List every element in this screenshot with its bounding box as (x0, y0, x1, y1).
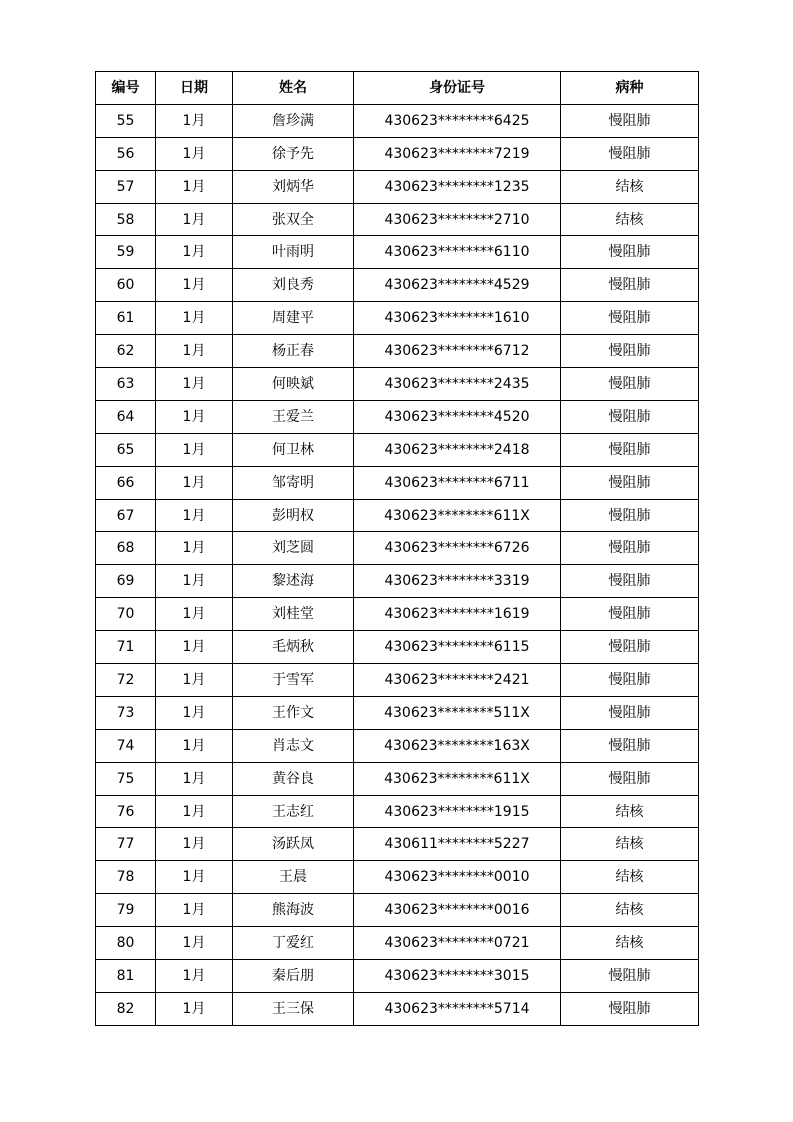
cell-name: 何映斌 (233, 368, 354, 401)
cell-id-number: 430623********6110 (354, 236, 561, 269)
cell-name: 肖志文 (233, 729, 354, 762)
cell-disease: 结核 (561, 894, 699, 927)
table-row (96, 664, 699, 697)
cell-id-number: 430623********7219 (354, 137, 561, 170)
cell-name: 叶雨明 (233, 236, 354, 269)
cell-disease: 结核 (561, 927, 699, 960)
cell-name: 刘芝圆 (233, 532, 354, 565)
cell-disease: 结核 (561, 203, 699, 236)
cell-name: 毛炳秋 (233, 631, 354, 664)
cell-date: 1月 (156, 499, 233, 532)
table-row (96, 400, 699, 433)
cell-disease: 慢阻肺 (561, 532, 699, 565)
table-row (96, 762, 699, 795)
header-no: 编号 (96, 72, 156, 105)
cell-no: 74 (96, 729, 156, 762)
cell-name: 黎述海 (233, 565, 354, 598)
cell-id-number: 430623********1610 (354, 302, 561, 335)
cell-no: 67 (96, 499, 156, 532)
cell-id-number: 430623********6115 (354, 631, 561, 664)
cell-id-number: 430623********163X (354, 729, 561, 762)
cell-no: 69 (96, 565, 156, 598)
cell-id-number: 430623********4520 (354, 400, 561, 433)
cell-no: 64 (96, 400, 156, 433)
cell-disease: 慢阻肺 (561, 137, 699, 170)
table-row (96, 861, 699, 894)
cell-disease: 慢阻肺 (561, 696, 699, 729)
cell-date: 1月 (156, 828, 233, 861)
table-row (96, 828, 699, 861)
cell-date: 1月 (156, 565, 233, 598)
cell-date: 1月 (156, 927, 233, 960)
cell-name: 王作文 (233, 696, 354, 729)
table-row (96, 598, 699, 631)
cell-name: 王晨 (233, 861, 354, 894)
cell-no: 65 (96, 433, 156, 466)
table-row (96, 302, 699, 335)
cell-disease: 慢阻肺 (561, 499, 699, 532)
cell-id-number: 430623********3015 (354, 960, 561, 993)
header-name: 姓名 (233, 72, 354, 105)
cell-name: 汤跃凤 (233, 828, 354, 861)
cell-date: 1月 (156, 203, 233, 236)
table-row (96, 236, 699, 269)
cell-no: 75 (96, 762, 156, 795)
cell-id-number: 430623********4529 (354, 269, 561, 302)
table-row (96, 927, 699, 960)
cell-disease: 慢阻肺 (561, 335, 699, 368)
cell-date: 1月 (156, 335, 233, 368)
cell-date: 1月 (156, 433, 233, 466)
cell-name: 刘桂堂 (233, 598, 354, 631)
cell-name: 彭明权 (233, 499, 354, 532)
cell-no: 80 (96, 927, 156, 960)
cell-id-number: 430623********6711 (354, 466, 561, 499)
cell-name: 黄谷良 (233, 762, 354, 795)
cell-name: 詹珍满 (233, 104, 354, 137)
cell-name: 王爱兰 (233, 400, 354, 433)
cell-no: 58 (96, 203, 156, 236)
header-date: 日期 (156, 72, 233, 105)
table-row (96, 729, 699, 762)
table-header (96, 72, 699, 105)
cell-date: 1月 (156, 861, 233, 894)
cell-no: 56 (96, 137, 156, 170)
cell-disease: 慢阻肺 (561, 960, 699, 993)
cell-disease: 慢阻肺 (561, 302, 699, 335)
table-row (96, 269, 699, 302)
cell-id-number: 430623********2421 (354, 664, 561, 697)
cell-id-number: 430623********611X (354, 499, 561, 532)
header-disease: 病种 (561, 72, 699, 105)
cell-no: 63 (96, 368, 156, 401)
cell-date: 1月 (156, 532, 233, 565)
cell-id-number: 430623********6712 (354, 335, 561, 368)
cell-id-number: 430623********1235 (354, 170, 561, 203)
cell-disease: 慢阻肺 (561, 762, 699, 795)
cell-date: 1月 (156, 302, 233, 335)
cell-disease: 结核 (561, 828, 699, 861)
cell-id-number: 430623********0016 (354, 894, 561, 927)
cell-id-number: 430623********611X (354, 762, 561, 795)
cell-name: 邹寄明 (233, 466, 354, 499)
cell-id-number: 430623********3319 (354, 565, 561, 598)
cell-disease: 结核 (561, 795, 699, 828)
table-row (96, 960, 699, 993)
cell-no: 66 (96, 466, 156, 499)
cell-id-number: 430623********2710 (354, 203, 561, 236)
cell-no: 71 (96, 631, 156, 664)
header-id-number: 身份证号 (354, 72, 561, 105)
cell-no: 57 (96, 170, 156, 203)
cell-name: 刘炳华 (233, 170, 354, 203)
cell-date: 1月 (156, 664, 233, 697)
cell-name: 熊海波 (233, 894, 354, 927)
cell-date: 1月 (156, 368, 233, 401)
table-row (96, 532, 699, 565)
cell-no: 78 (96, 861, 156, 894)
cell-date: 1月 (156, 137, 233, 170)
cell-name: 徐予先 (233, 137, 354, 170)
cell-no: 70 (96, 598, 156, 631)
table-row (96, 499, 699, 532)
table-row (96, 203, 699, 236)
cell-no: 55 (96, 104, 156, 137)
cell-date: 1月 (156, 762, 233, 795)
cell-no: 60 (96, 269, 156, 302)
cell-date: 1月 (156, 894, 233, 927)
cell-disease: 慢阻肺 (561, 631, 699, 664)
cell-id-number: 430611********5227 (354, 828, 561, 861)
table-row (96, 696, 699, 729)
cell-date: 1月 (156, 631, 233, 664)
table-row (96, 631, 699, 664)
cell-id-number: 430623********1619 (354, 598, 561, 631)
cell-disease: 慢阻肺 (561, 236, 699, 269)
cell-date: 1月 (156, 960, 233, 993)
cell-date: 1月 (156, 696, 233, 729)
cell-no: 77 (96, 828, 156, 861)
cell-id-number: 430623********5714 (354, 992, 561, 1025)
cell-date: 1月 (156, 104, 233, 137)
cell-name: 周建平 (233, 302, 354, 335)
table-row (96, 894, 699, 927)
cell-name: 王志红 (233, 795, 354, 828)
cell-name: 王三保 (233, 992, 354, 1025)
cell-date: 1月 (156, 795, 233, 828)
cell-no: 76 (96, 795, 156, 828)
cell-id-number: 430623********2435 (354, 368, 561, 401)
table-row (96, 170, 699, 203)
cell-disease: 慢阻肺 (561, 433, 699, 466)
table-row (96, 795, 699, 828)
table-row (96, 565, 699, 598)
table-row (96, 466, 699, 499)
cell-no: 61 (96, 302, 156, 335)
cell-disease: 慢阻肺 (561, 104, 699, 137)
cell-disease: 慢阻肺 (561, 368, 699, 401)
cell-id-number: 430623********6425 (354, 104, 561, 137)
table-body (96, 104, 699, 1025)
cell-name: 秦后朋 (233, 960, 354, 993)
table-row (96, 433, 699, 466)
cell-id-number: 430623********1915 (354, 795, 561, 828)
cell-no: 79 (96, 894, 156, 927)
cell-date: 1月 (156, 236, 233, 269)
cell-disease: 慢阻肺 (561, 992, 699, 1025)
cell-date: 1月 (156, 170, 233, 203)
cell-id-number: 430623********2418 (354, 433, 561, 466)
cell-no: 82 (96, 992, 156, 1025)
table-row (96, 137, 699, 170)
cell-name: 张双全 (233, 203, 354, 236)
cell-name: 刘良秀 (233, 269, 354, 302)
cell-name: 丁爱红 (233, 927, 354, 960)
cell-date: 1月 (156, 729, 233, 762)
cell-date: 1月 (156, 269, 233, 302)
cell-disease: 结核 (561, 861, 699, 894)
cell-id-number: 430623********0721 (354, 927, 561, 960)
cell-no: 59 (96, 236, 156, 269)
table-row (96, 335, 699, 368)
cell-no: 68 (96, 532, 156, 565)
cell-disease: 慢阻肺 (561, 466, 699, 499)
cell-no: 62 (96, 335, 156, 368)
cell-no: 81 (96, 960, 156, 993)
table-row (96, 104, 699, 137)
cell-disease: 慢阻肺 (561, 598, 699, 631)
cell-date: 1月 (156, 598, 233, 631)
cell-id-number: 430623********511X (354, 696, 561, 729)
cell-disease: 慢阻肺 (561, 269, 699, 302)
cell-no: 72 (96, 664, 156, 697)
cell-date: 1月 (156, 466, 233, 499)
cell-disease: 慢阻肺 (561, 729, 699, 762)
table-row (96, 368, 699, 401)
header-row (96, 72, 699, 105)
cell-id-number: 430623********0010 (354, 861, 561, 894)
cell-disease: 结核 (561, 170, 699, 203)
patient-roster-table (95, 71, 699, 1026)
cell-disease: 慢阻肺 (561, 400, 699, 433)
table-row (96, 992, 699, 1025)
cell-name: 杨正春 (233, 335, 354, 368)
cell-id-number: 430623********6726 (354, 532, 561, 565)
cell-disease: 慢阻肺 (561, 664, 699, 697)
cell-name: 于雪军 (233, 664, 354, 697)
cell-disease: 慢阻肺 (561, 565, 699, 598)
cell-no: 73 (96, 696, 156, 729)
cell-name: 何卫林 (233, 433, 354, 466)
cell-date: 1月 (156, 992, 233, 1025)
cell-date: 1月 (156, 400, 233, 433)
